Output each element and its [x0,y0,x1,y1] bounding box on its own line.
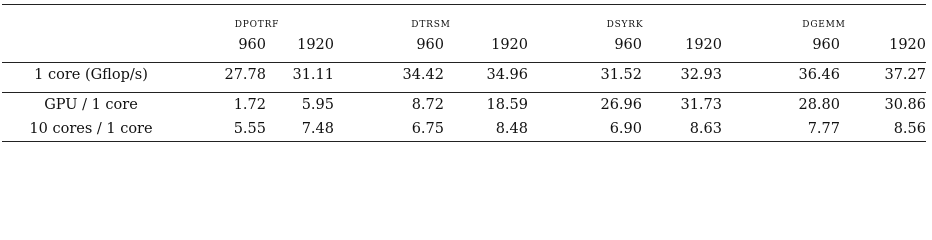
table-cell: 8.56 [893,121,926,137]
table-cell: 34.42 [402,67,444,83]
table-cell: 37.27 [884,67,926,83]
table-cell: 7.77 [807,121,840,137]
size-header: 1920 [685,37,722,53]
table-cell: 34.96 [486,67,528,83]
row-label: 1 core (Gflop/s) [34,67,148,83]
group-header-dpotrf: dpotrf [234,16,280,31]
table-cell: 5.95 [301,97,334,113]
size-header: 960 [614,37,642,53]
table-cell: 31.11 [292,67,334,83]
size-header: 960 [416,37,444,53]
table-row [2,117,926,142]
table-cell: 8.48 [495,121,528,137]
size-header: 1920 [297,37,334,53]
table-cell: 8.72 [411,97,444,113]
size-header: 960 [812,37,840,53]
table-cell: 26.96 [600,97,642,113]
performance-table [2,4,926,142]
size-header: 960 [238,37,266,53]
row-label: 10 cores / 1 core [29,121,153,137]
corner-cell [2,33,180,57]
table-cell: 28.80 [798,97,840,113]
group-header-dsyrk: dsyrk [606,16,644,31]
table-cell: 30.86 [884,97,926,113]
table-cell: 6.90 [609,121,642,137]
table-cell: 5.55 [233,121,266,137]
group-header-row [2,5,926,34]
table-cell: 27.78 [224,67,266,83]
table-cell: 1.72 [233,97,266,113]
table-cell: 32.93 [680,67,722,83]
size-header-row [2,33,926,57]
table-row [2,93,926,118]
table-cell: 31.52 [600,67,642,83]
row-label: GPU / 1 core [44,97,138,113]
table-cell: 6.75 [411,121,444,137]
corner-cell [2,5,180,34]
table-cell: 18.59 [486,97,528,113]
table-cell: 36.46 [798,67,840,83]
group-header-dgemm: dgemm [802,16,846,31]
table-row [2,63,926,88]
table-cell: 31.73 [680,97,722,113]
table-cell: 7.48 [301,121,334,137]
size-header: 1920 [889,37,926,53]
group-header-dtrsm: dtrsm [411,16,451,31]
table-cell: 8.63 [689,121,722,137]
size-header: 1920 [491,37,528,53]
